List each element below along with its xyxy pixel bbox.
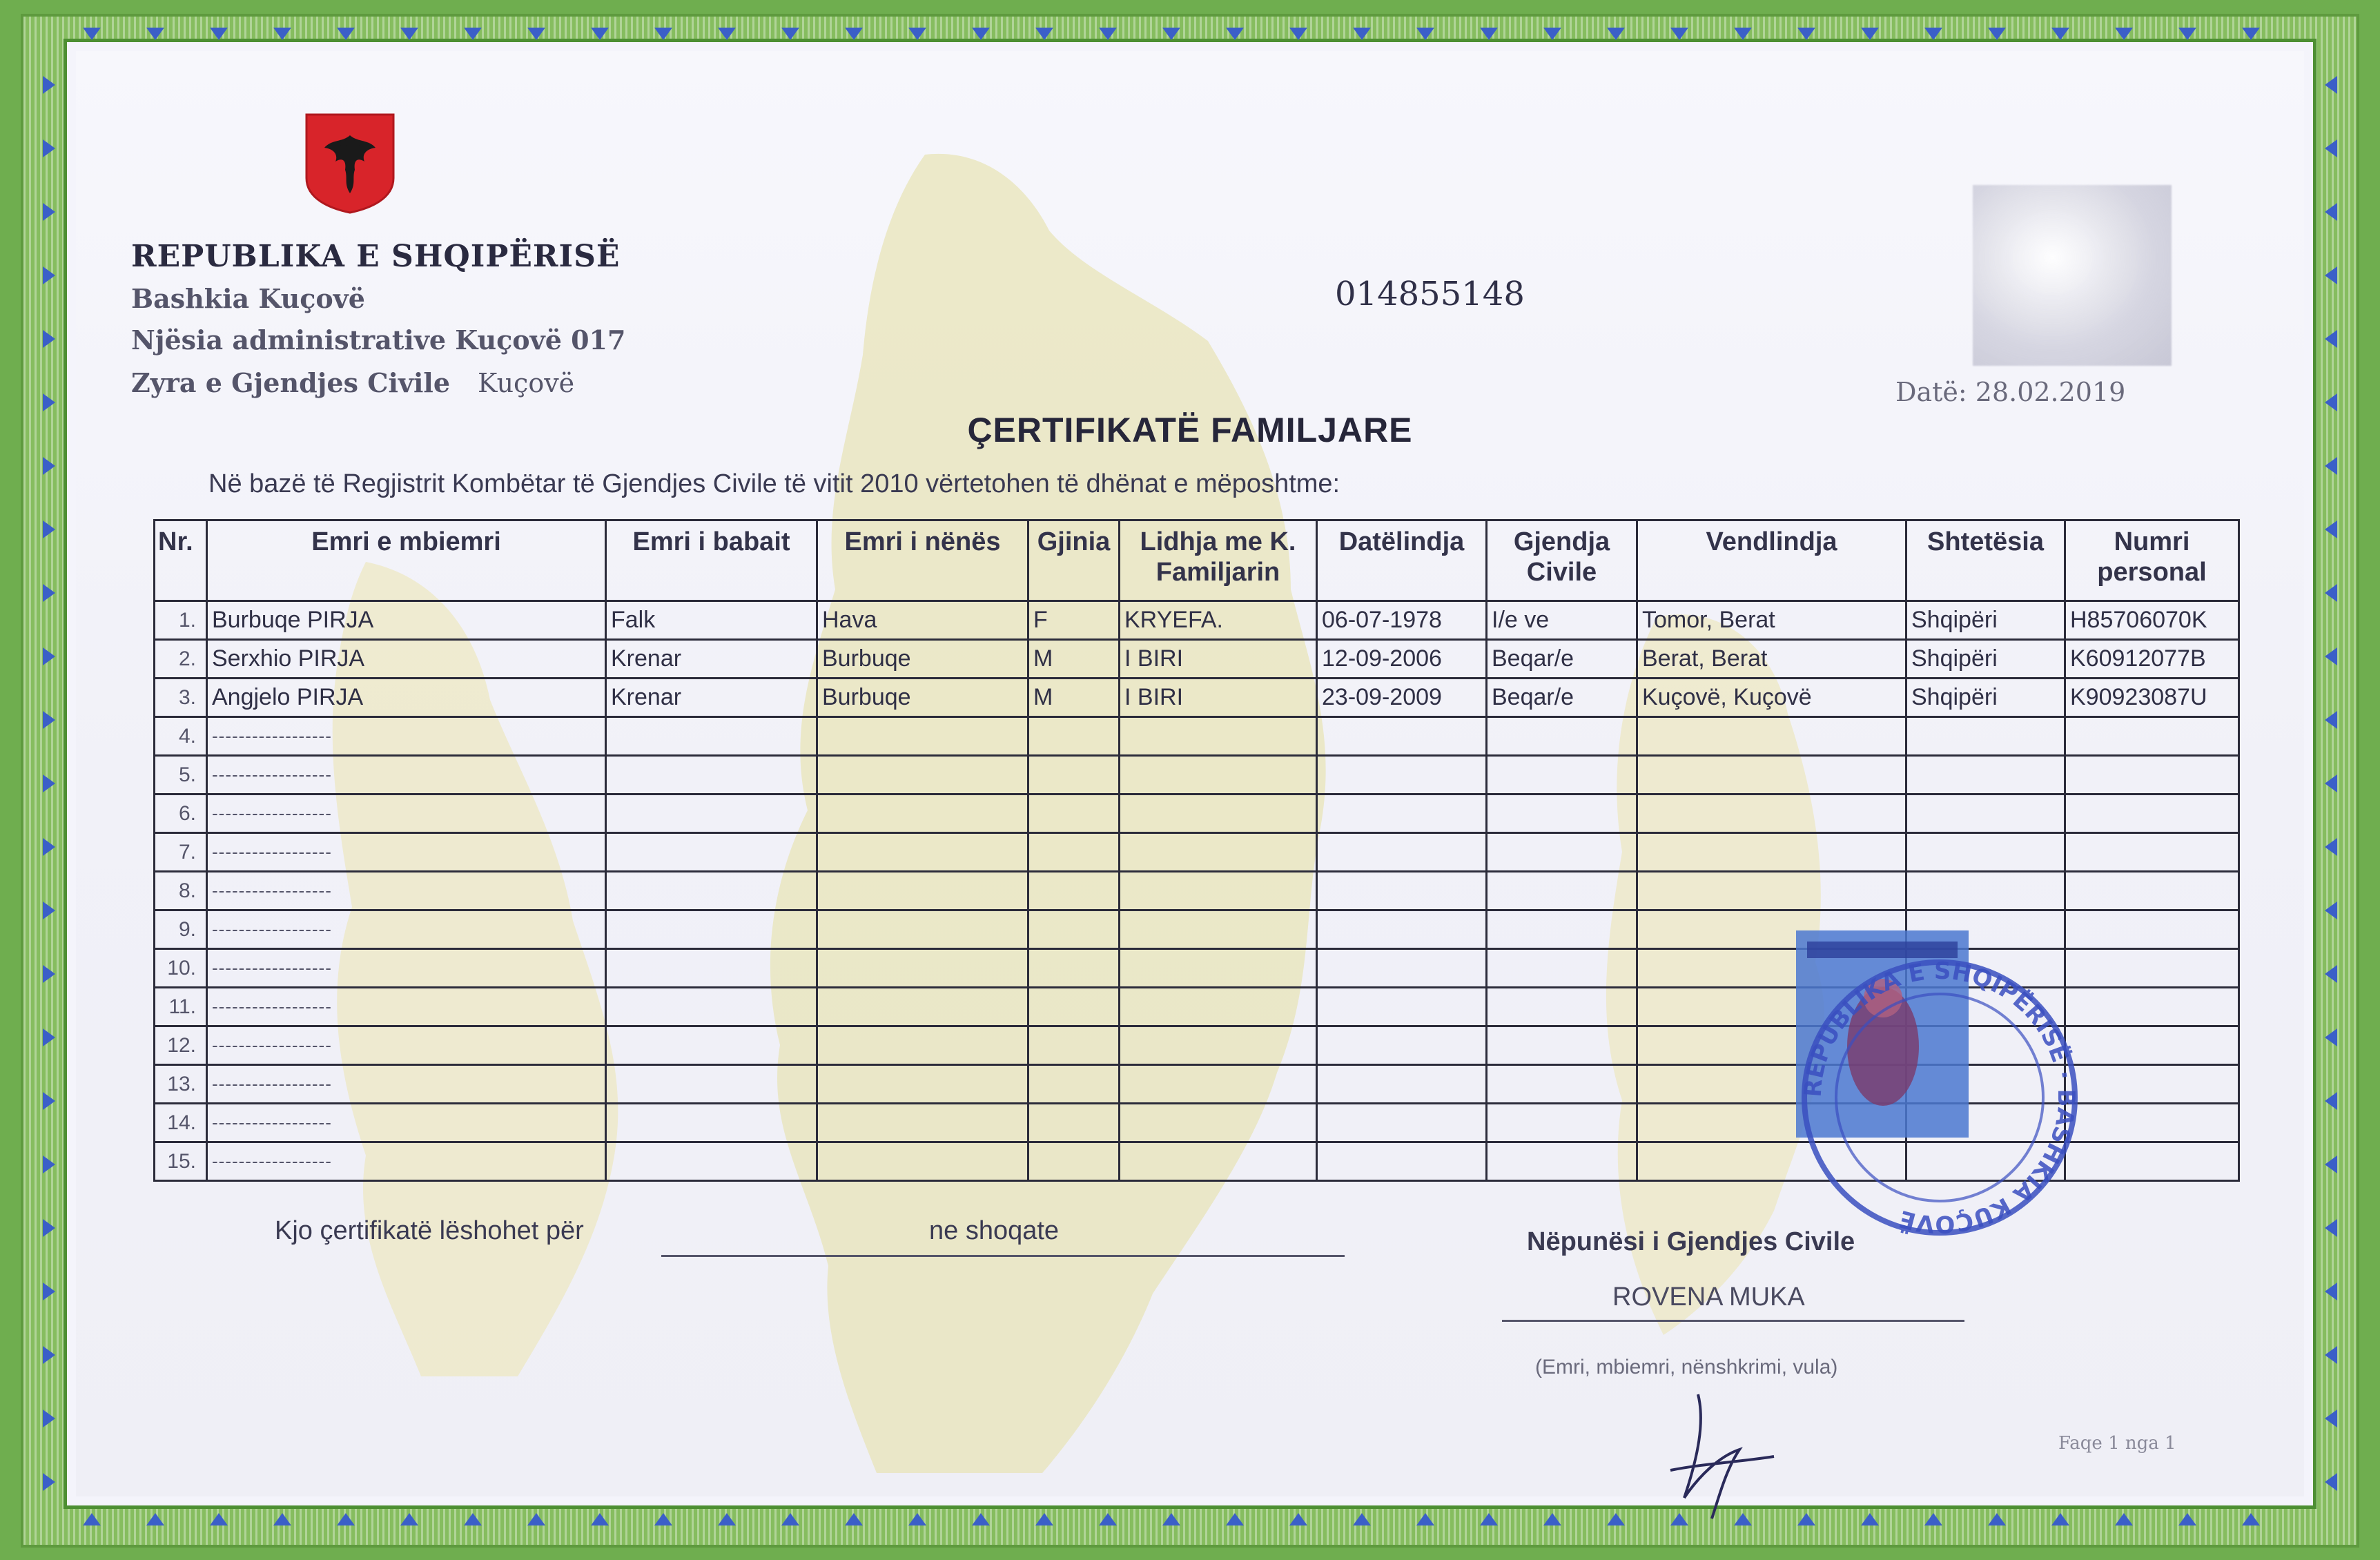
cell-status	[1487, 872, 1637, 910]
cell-relation	[1120, 1065, 1317, 1104]
cell-birthdate	[1317, 988, 1487, 1026]
cell-birthdate	[1317, 872, 1487, 910]
cell-birthdate: 06-07-1978	[1317, 601, 1487, 640]
cell-mother: Burbuqe	[817, 640, 1028, 679]
cell-father	[606, 1026, 817, 1065]
cell-relation	[1120, 949, 1317, 988]
cell-relation	[1120, 756, 1317, 794]
col-header-personal-line2: personal	[2097, 558, 2207, 587]
cell-father	[606, 872, 817, 910]
cell-status	[1487, 1026, 1637, 1065]
col-header-relation	[1120, 520, 1317, 601]
cell-personal: H85706070K	[2065, 601, 2239, 640]
cell-relation	[1120, 910, 1317, 949]
cell-father: Krenar	[606, 679, 817, 717]
cell-father	[606, 794, 817, 833]
cell-birthplace	[1637, 794, 1906, 833]
cell-birthplace	[1637, 833, 1906, 872]
cell-gender	[1028, 1104, 1120, 1142]
cell-citizenship: Shqipëri	[1906, 679, 2065, 717]
cell-birthdate	[1317, 717, 1487, 756]
cell-gender	[1028, 910, 1120, 949]
cell-nr: 11.	[155, 988, 207, 1026]
cell-name: ------------------	[207, 756, 606, 794]
cell-mother	[817, 1104, 1028, 1142]
cell-relation	[1120, 1142, 1317, 1181]
cell-name: ------------------	[207, 833, 606, 872]
header-municipality: Bashkia Kuçovë	[131, 283, 365, 314]
cell-personal	[2065, 872, 2239, 910]
cell-gender	[1028, 949, 1120, 988]
cell-name: ------------------	[207, 988, 606, 1026]
cell-nr: 1.	[155, 601, 207, 640]
cell-nr: 12.	[155, 1026, 207, 1065]
cell-name: Burbuqe PIRJA	[207, 601, 606, 640]
cell-citizenship: Shqipëri	[1906, 640, 2065, 679]
office-location: Kuçovë	[478, 368, 575, 398]
cell-name: ------------------	[207, 910, 606, 949]
cell-personal	[2065, 756, 2239, 794]
officer-hint: (Emri, mbiemri, nënshkrimi, vula)	[1535, 1356, 1838, 1378]
cell-mother	[817, 1142, 1028, 1181]
col-header-father: Emri i babait	[606, 520, 817, 601]
cell-birthplace	[1637, 756, 1906, 794]
issue-date: Datë: 28.02.2019	[1895, 377, 2126, 407]
cell-birthdate	[1317, 833, 1487, 872]
cell-relation	[1120, 833, 1317, 872]
cell-relation	[1120, 988, 1317, 1026]
cell-birthdate	[1317, 1104, 1487, 1142]
cell-name: ------------------	[207, 794, 606, 833]
cell-citizenship: Shqipëri	[1906, 601, 2065, 640]
cell-father	[606, 833, 817, 872]
cell-relation: I BIRI	[1120, 640, 1317, 679]
cell-citizenship	[1906, 794, 2065, 833]
col-header-personal-line1: Numri	[2114, 527, 2190, 556]
cell-name: ------------------	[207, 1026, 606, 1065]
cell-nr: 10.	[155, 949, 207, 988]
cell-name: ------------------	[207, 717, 606, 756]
cell-name: ------------------	[207, 949, 606, 988]
cell-name: ------------------	[207, 872, 606, 910]
cell-father: Falk	[606, 601, 817, 640]
security-hologram	[1973, 185, 2172, 366]
document-title: ÇERTIFIKATË FAMILJARE	[967, 411, 1413, 449]
cell-mother	[817, 833, 1028, 872]
cell-status: Beqar/e	[1487, 640, 1637, 679]
table-header-row	[155, 520, 2239, 601]
table-row	[155, 717, 2239, 756]
cell-mother	[817, 717, 1028, 756]
cell-mother	[817, 1065, 1028, 1104]
cell-nr: 8.	[155, 872, 207, 910]
header-country: REPUBLIKA E SHQIPËRISË	[131, 239, 621, 274]
issued-for-line	[661, 1255, 1345, 1257]
cell-relation	[1120, 1026, 1317, 1065]
col-header-status-line1: Gjendja	[1513, 527, 1610, 556]
cell-name: ------------------	[207, 1065, 606, 1104]
cell-mother	[817, 1026, 1028, 1065]
cell-birthdate	[1317, 794, 1487, 833]
cell-mother	[817, 794, 1028, 833]
cell-father	[606, 910, 817, 949]
cell-status	[1487, 717, 1637, 756]
header-admin-unit: Njësia administrative Kuçovë 017	[131, 324, 626, 355]
cell-gender	[1028, 794, 1120, 833]
table-row	[155, 833, 2239, 872]
cell-father	[606, 1065, 817, 1104]
cell-status	[1487, 794, 1637, 833]
cell-status	[1487, 1104, 1637, 1142]
cell-name: ------------------	[207, 1104, 606, 1142]
col-header-birthdate: Datëlindja	[1317, 520, 1487, 601]
page-number: Faqe 1 nga 1	[2058, 1433, 2176, 1454]
albanian-flag-emblem	[304, 112, 396, 214]
cell-father	[606, 949, 817, 988]
cell-nr: 2.	[155, 640, 207, 679]
col-header-status	[1487, 520, 1637, 601]
cell-birthdate	[1317, 949, 1487, 988]
cell-birthplace	[1637, 717, 1906, 756]
cell-nr: 14.	[155, 1104, 207, 1142]
cell-personal: K90923087U	[2065, 679, 2239, 717]
intro-text: Në bazë të Regjistrit Kombëtar të Gjendjes Civile të vitit 2010 vërtetohen të dhënat e mëposhtme:	[208, 469, 1340, 498]
cell-birthdate	[1317, 1142, 1487, 1181]
cell-mother	[817, 756, 1028, 794]
cell-personal	[2065, 717, 2239, 756]
cell-gender: M	[1028, 679, 1120, 717]
cell-status	[1487, 833, 1637, 872]
stamp-ring-text: REPUBLIKA E SHQIPËRISË · BASHKIA KUÇOVË	[1799, 957, 2080, 1238]
cell-father	[606, 1142, 817, 1181]
cell-name: Serxhio PIRJA	[207, 640, 606, 679]
cell-nr: 7.	[155, 833, 207, 872]
table-row	[155, 679, 2239, 717]
cell-gender	[1028, 833, 1120, 872]
cell-father	[606, 988, 817, 1026]
col-header-personal	[2065, 520, 2239, 601]
col-header-relation-line1: Lidhja me K.	[1140, 527, 1296, 556]
cell-nr: 13.	[155, 1065, 207, 1104]
cell-gender	[1028, 1026, 1120, 1065]
cell-relation	[1120, 872, 1317, 910]
cell-status	[1487, 988, 1637, 1026]
col-header-gender: Gjinia	[1028, 520, 1120, 601]
cell-status	[1487, 1065, 1637, 1104]
cell-gender	[1028, 988, 1120, 1026]
cell-birthplace	[1637, 872, 1906, 910]
cell-status: I/e ve	[1487, 601, 1637, 640]
cell-birthdate: 23-09-2009	[1317, 679, 1487, 717]
officer-name: ROVENA MUKA	[1612, 1283, 1805, 1312]
cell-gender: F	[1028, 601, 1120, 640]
col-header-birthplace: Vendlindja	[1637, 520, 1906, 601]
cell-personal	[2065, 794, 2239, 833]
cell-father	[606, 756, 817, 794]
cell-citizenship	[1906, 833, 2065, 872]
cell-citizenship	[1906, 756, 2065, 794]
cell-gender	[1028, 717, 1120, 756]
cell-personal	[2065, 833, 2239, 872]
cell-mother: Burbuqe	[817, 679, 1028, 717]
cell-mother	[817, 872, 1028, 910]
office-label: Zyra e Gjendjes Civile	[131, 367, 451, 398]
cell-nr: 3.	[155, 679, 207, 717]
cell-gender	[1028, 1065, 1120, 1104]
officer-title: Nëpunësi i Gjendjes Civile	[1527, 1227, 1855, 1256]
cell-nr: 5.	[155, 756, 207, 794]
cell-relation: I BIRI	[1120, 679, 1317, 717]
cell-birthdate	[1317, 756, 1487, 794]
col-header-citizenship: Shtetësia	[1906, 520, 2065, 601]
cell-birthplace: Kuçovë, Kuçovë	[1637, 679, 1906, 717]
cell-father	[606, 717, 817, 756]
cell-mother	[817, 988, 1028, 1026]
cell-name: ------------------	[207, 1142, 606, 1181]
cell-status	[1487, 756, 1637, 794]
cell-nr: 15.	[155, 1142, 207, 1181]
official-stamp	[1767, 911, 2112, 1256]
table-row	[155, 794, 2239, 833]
cell-relation	[1120, 1104, 1317, 1142]
cell-gender	[1028, 872, 1120, 910]
cell-mother: Hava	[817, 601, 1028, 640]
serial-number: 014855148	[1335, 275, 1525, 313]
cell-relation	[1120, 717, 1317, 756]
cell-citizenship	[1906, 872, 2065, 910]
table-row	[155, 756, 2239, 794]
cell-birthdate	[1317, 910, 1487, 949]
cell-status	[1487, 910, 1637, 949]
cell-birthplace: Berat, Berat	[1637, 640, 1906, 679]
cell-nr: 6.	[155, 794, 207, 833]
col-header-relation-line2: Familjarin	[1155, 558, 1280, 587]
issued-for-value: ne shoqate	[929, 1216, 1060, 1245]
cell-nr: 9.	[155, 910, 207, 949]
cell-personal: K60912077B	[2065, 640, 2239, 679]
col-header-name: Emri e mbiemri	[207, 520, 606, 601]
cell-name: Angjelo PIRJA	[207, 679, 606, 717]
cell-gender	[1028, 756, 1120, 794]
cell-citizenship	[1906, 717, 2065, 756]
col-header-mother: Emri i nënës	[817, 520, 1028, 601]
issued-for-label: Kjo çertifikatë lëshohet për	[275, 1216, 584, 1245]
cell-birthdate	[1317, 1026, 1487, 1065]
cell-mother	[817, 949, 1028, 988]
cell-nr: 4.	[155, 717, 207, 756]
cell-status	[1487, 949, 1637, 988]
cell-relation	[1120, 794, 1317, 833]
handwritten-signature	[1657, 1381, 1781, 1525]
officer-signature-line	[1502, 1320, 1964, 1322]
cell-birthdate	[1317, 1065, 1487, 1104]
table-row	[155, 601, 2239, 640]
cell-mother	[817, 910, 1028, 949]
cell-father: Krenar	[606, 640, 817, 679]
table-row	[155, 872, 2239, 910]
cell-father	[606, 1104, 817, 1142]
cell-birthplace: Tomor, Berat	[1637, 601, 1906, 640]
col-header-nr: Nr.	[155, 520, 207, 601]
cell-relation: KRYEFA.	[1120, 601, 1317, 640]
cell-status: Beqar/e	[1487, 679, 1637, 717]
cell-status	[1487, 1142, 1637, 1181]
table-row	[155, 640, 2239, 679]
cell-birthdate: 12-09-2006	[1317, 640, 1487, 679]
cell-gender	[1028, 1142, 1120, 1181]
col-header-status-line2: Civile	[1526, 558, 1597, 587]
cell-gender: M	[1028, 640, 1120, 679]
header-office	[131, 367, 574, 398]
